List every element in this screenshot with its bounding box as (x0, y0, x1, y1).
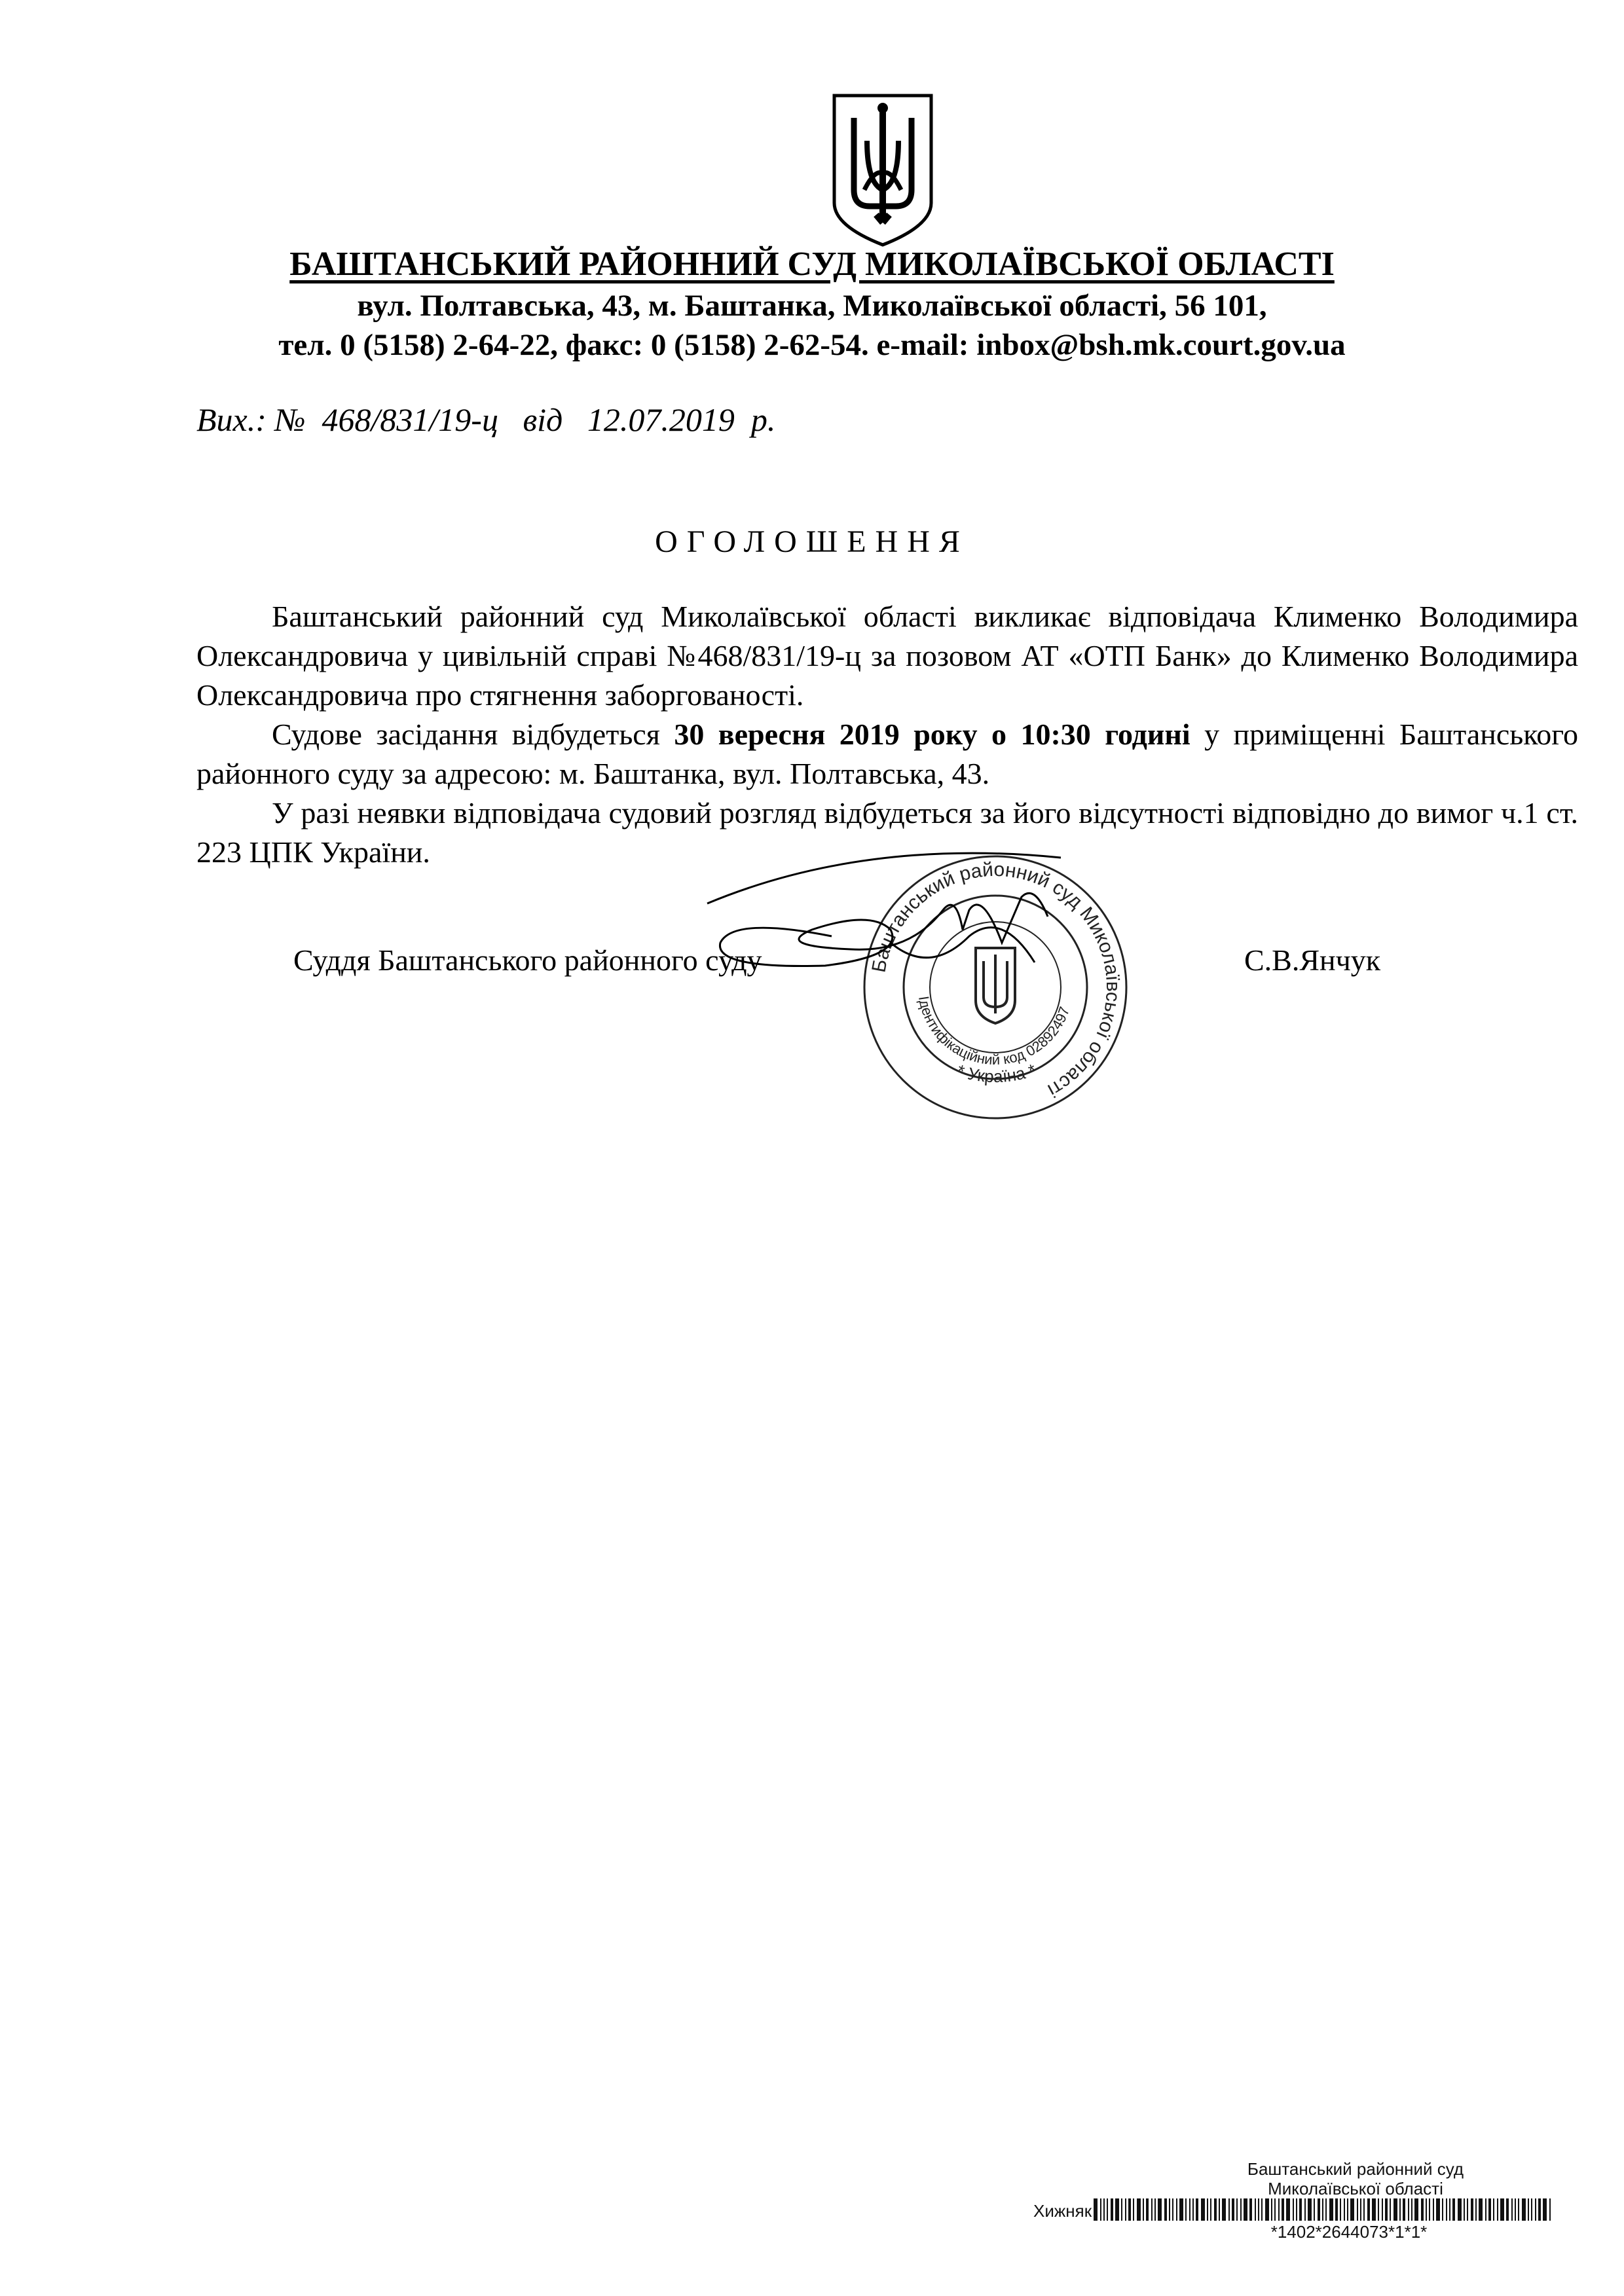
hearing-location: у приміщенні Баштанського районного суду за адресою: м. Баштанка, вул. Полтавська, 43. (196, 718, 1579, 790)
barcode-bar (1143, 2198, 1144, 2221)
barcode-bar (1403, 2198, 1405, 2221)
barcode-bar (1488, 2198, 1491, 2221)
barcode-bar (1100, 2198, 1101, 2221)
barcode-bar (1500, 2198, 1504, 2221)
document-title: ОГОЛОШЕННЯ (655, 524, 969, 559)
registry-person: Хижняк (1033, 2201, 1092, 2221)
barcode-bar (1506, 2198, 1509, 2221)
barcode-bar (1293, 2198, 1294, 2221)
barcode-bar (1146, 2198, 1149, 2221)
barcode-bar (1133, 2198, 1134, 2221)
barcode-bar (1449, 2198, 1450, 2221)
barcode-bar (1128, 2198, 1131, 2221)
barcode-bar (1107, 2198, 1108, 2221)
barcode-bar (1493, 2198, 1494, 2221)
barcode-bar (1121, 2198, 1122, 2221)
court-name: БАШТАНСЬКИЙ РАЙОННИЙ СУД МИКОЛАЇВСЬКОЇ ОБЛАСТІ (289, 246, 1335, 283)
barcode-bar (1411, 2198, 1412, 2221)
barcode-bar (1286, 2198, 1290, 2221)
paragraph-hearing-text (196, 715, 1578, 793)
barcode-bar (1322, 2198, 1323, 2221)
barcode-bar (1475, 2198, 1477, 2221)
barcode-bar (1367, 2198, 1370, 2221)
barcode-bar (1111, 2198, 1113, 2221)
paragraph-summons-text: Баштанський районний суд Миколаївської області викликає відповідача Клименко Володимира Олександровича у цивільній справі №468/831/19-ц за позовом АТ «ОТП Банк» до Клименко Володимира Олександровича про стягнення заборгованості. (196, 600, 1578, 712)
barcode-bar (1154, 2198, 1156, 2221)
barcode-bar (1261, 2198, 1263, 2221)
barcode-bar (1228, 2198, 1230, 2221)
paragraph-hearing (196, 715, 1578, 793)
barcode-bar (1378, 2198, 1379, 2221)
paragraph-absence-text: У разі неявки відповідача судовий розгляд відбудеться за його відсутності відповідно до вимог ч.1 ст. 223 ЦПК України. (196, 796, 1578, 869)
barcode-bar (1464, 2198, 1465, 2221)
barcode-bar (1458, 2198, 1462, 2221)
barcode-bar (1408, 2198, 1409, 2221)
barcode-bar (1471, 2198, 1473, 2221)
barcode-bar (1299, 2198, 1302, 2221)
barcode-bar (1357, 2198, 1358, 2221)
barcode-bar (1372, 2198, 1376, 2221)
barcode-bar (1192, 2198, 1194, 2221)
barcode-bar (1360, 2198, 1361, 2221)
barcode-bar (1125, 2198, 1126, 2221)
barcode-bar (1390, 2198, 1391, 2221)
barcode-bar (1442, 2198, 1443, 2221)
barcode-bar (1479, 2198, 1483, 2221)
barcode-bar (1278, 2198, 1280, 2221)
barcode-bar (1236, 2198, 1238, 2221)
barcode-bar (1176, 2198, 1177, 2221)
barcode-bar (1314, 2198, 1315, 2221)
barcode-bar (1335, 2198, 1338, 2221)
judge-name: С.В.Янчук (1244, 943, 1381, 977)
barcode-bar (1535, 2198, 1536, 2221)
hearing-intro: Судове засідання відбудеться (272, 718, 674, 751)
barcode-bar (1515, 2198, 1516, 2221)
barcode-bar (1151, 2198, 1153, 2221)
barcode-bar (1399, 2198, 1401, 2221)
barcode-bar (1222, 2198, 1226, 2221)
barcode-bar (1185, 2198, 1187, 2221)
barcode-bar (1528, 2198, 1529, 2221)
barcode-bar (1304, 2198, 1306, 2221)
barcode-bar (1207, 2198, 1208, 2221)
barcode-bar (1196, 2198, 1198, 2221)
barcode-bar (1296, 2198, 1297, 2221)
barcode-bar (1115, 2198, 1119, 2221)
barcode-bar (1164, 2198, 1167, 2221)
barcode-bar (1467, 2198, 1468, 2221)
barcode-bar (1103, 2198, 1105, 2221)
barcode (1094, 2198, 1552, 2221)
barcode-bar (1344, 2198, 1345, 2221)
barcode-bar (1318, 2198, 1320, 2221)
barcode-bar (1255, 2198, 1256, 2221)
barcode-bar (1265, 2198, 1269, 2221)
barcode-bar (1094, 2198, 1098, 2221)
barcode-bar (1158, 2198, 1162, 2221)
barcode-bar (1179, 2198, 1183, 2221)
barcode-bar (1433, 2198, 1434, 2221)
barcode-number: *1402*2644073*1*1* (1270, 2222, 1428, 2242)
barcode-bar (1201, 2198, 1205, 2221)
barcode-bar (1497, 2198, 1498, 2221)
barcode-bar (1347, 2198, 1348, 2221)
barcode-bar (1271, 2198, 1272, 2221)
judge-title: Суддя Баштанського районного суду (293, 943, 762, 977)
barcode-bar (1329, 2198, 1333, 2221)
barcode-bar (1169, 2198, 1170, 2221)
barcode-bar (1436, 2198, 1440, 2221)
barcode-bar (1249, 2198, 1252, 2221)
barcode-bar (1244, 2198, 1247, 2221)
barcode-bar (1308, 2198, 1312, 2221)
barcode-bar (1543, 2198, 1547, 2221)
hearing-date: 30 вересня 2019 року о 10:30 годині (674, 718, 1190, 751)
judge-signature (694, 831, 1166, 1028)
court-contacts: тел. 0 (5158) 2-64-22, факс: 0 (5158) 2-62-54. e-mail: inbox@bsh.mk.court.gov.ua (278, 328, 1346, 362)
registry-court: Баштанський районний суд (1247, 2159, 1464, 2179)
barcode-bar (1274, 2198, 1276, 2221)
barcode-bar (1282, 2198, 1284, 2221)
barcode-bar (1382, 2198, 1383, 2221)
barcode-bar (1511, 2198, 1513, 2221)
paragraph-summons (196, 597, 1578, 715)
barcode-bar (1214, 2198, 1217, 2221)
barcode-bar (1258, 2198, 1259, 2221)
seal-outer-text: Баштанський районний суд Миколаївської області (868, 858, 1124, 1102)
seal-inner-text: Ідентифікаційний код 02892497 (915, 994, 1073, 1068)
seal-bottom-text: * Україна * (955, 1059, 1039, 1087)
barcode-bar (1538, 2198, 1541, 2221)
court-address: вул. Полтавська, 43, м. Баштанка, Миколаївської області, 56 101, (357, 289, 1267, 323)
barcode-bar (1350, 2198, 1354, 2221)
barcode-bar (1531, 2198, 1532, 2221)
coat-of-arms-icon (830, 92, 935, 249)
registry-region: Миколаївської області (1268, 2179, 1443, 2198)
barcode-bar (1485, 2198, 1486, 2221)
barcode-bar (1172, 2198, 1173, 2221)
barcode-bar (1340, 2198, 1341, 2221)
barcode-bar (1414, 2198, 1418, 2221)
barcode-bar (1421, 2198, 1424, 2221)
barcode-bar (1549, 2198, 1551, 2221)
barcode-bar (1393, 2198, 1397, 2221)
barcode-bar (1452, 2198, 1455, 2221)
outgoing-number: Вих.: № 468/831/19-ц від 12.07.2019 р. (196, 401, 776, 438)
barcode-bar (1240, 2198, 1242, 2221)
barcode-bar (1325, 2198, 1327, 2221)
barcode-bar (1446, 2198, 1447, 2221)
barcode-bar (1385, 2198, 1388, 2221)
barcode-bar (1137, 2198, 1141, 2221)
barcode-bar (1426, 2198, 1427, 2221)
barcode-bar (1210, 2198, 1211, 2221)
barcode-bar (1189, 2198, 1190, 2221)
barcode-bar (1522, 2198, 1526, 2221)
barcode-bar (1363, 2198, 1365, 2221)
barcode-bar (1429, 2198, 1430, 2221)
barcode-bar (1518, 2198, 1519, 2221)
barcode-bar (1232, 2198, 1234, 2221)
barcode-bar (1219, 2198, 1220, 2221)
